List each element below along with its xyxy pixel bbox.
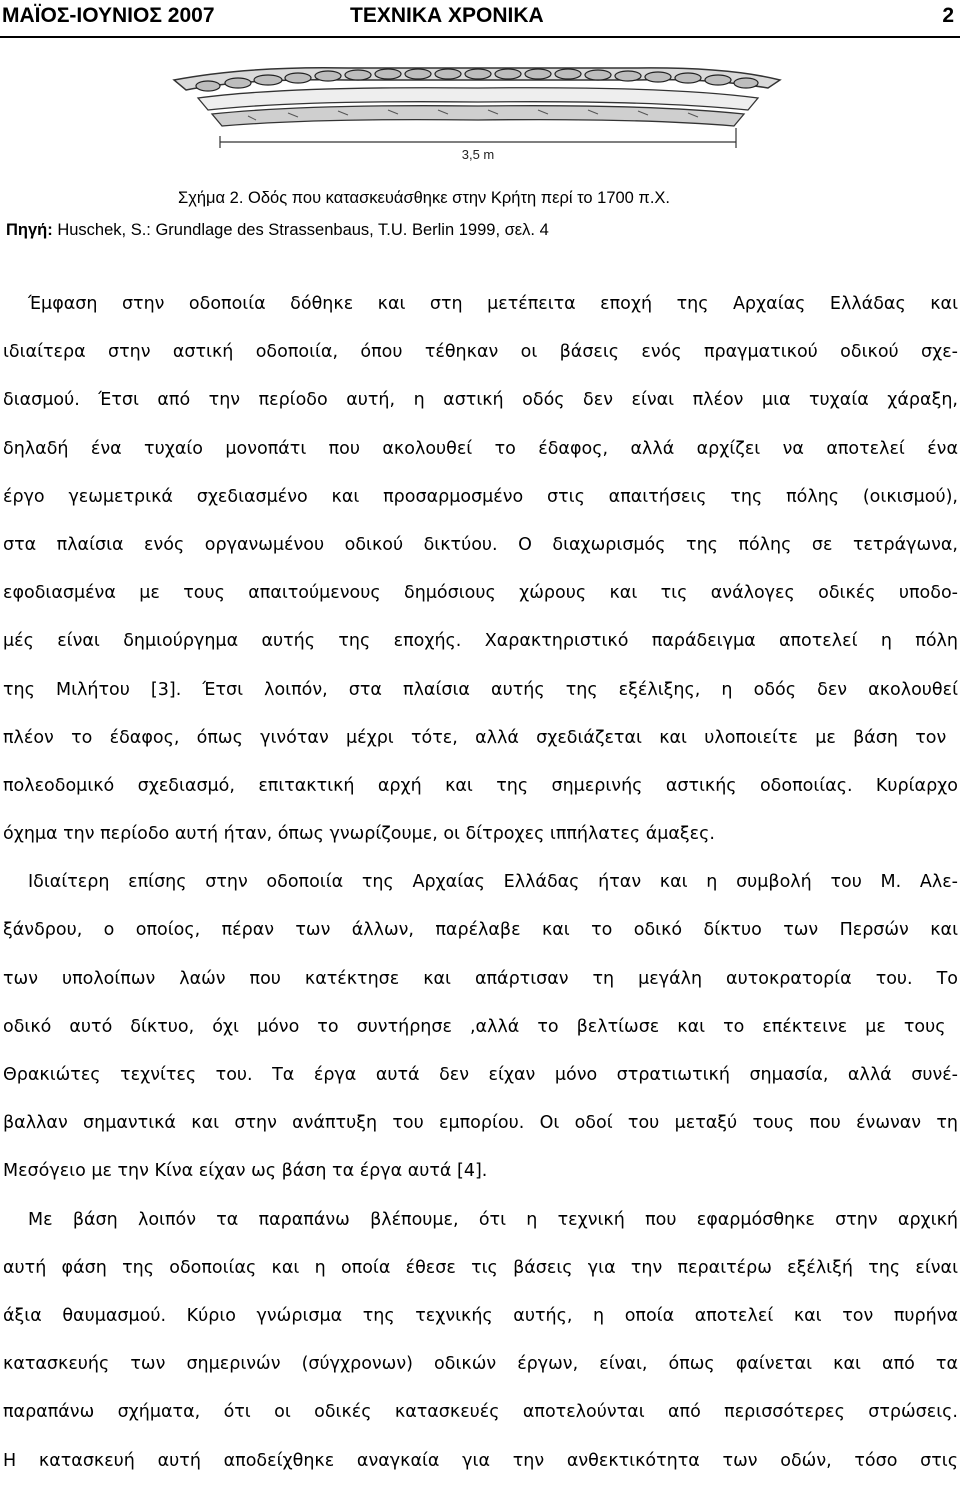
body-line: εφοδιασμένα με τους απαιτούμενους δημόσιους χώρους και τις ανάλογες οδικές υποδο- — [3, 583, 958, 604]
header-rule — [0, 36, 960, 38]
body-line: στα πλαίσια ενός οργανωμένου οδικού δικτύου. Ο διαχωρισμός της πόλης σε τετράγωνα, — [3, 534, 958, 555]
figure-caption: Σχήμα 2. Οδός που κατασκευάσθηκε στην Κρήτη περί το 1700 π.Χ. — [178, 189, 670, 207]
source-text: Huschek, S.: Grundlage des Strassenbaus, T.U. Berlin 1999, σελ. 4 — [52, 221, 549, 239]
body-line: των υπολοίπων λαών που κατέκτησε και απάρτισαν τη μεγάλη αυτοκρατορία του. Το — [3, 968, 958, 989]
body-line: Θρακιώτες τεχνίτες του. Τα έργα αυτά δεν είχαν μόνο στρατιωτική σημασία, αλλά συνέ- — [3, 1065, 958, 1085]
body-line: έργο γεωμετρικά σχεδιασμένο και προσαρμοσμένο στις απαιτήσεις της πόλης (οικισμού), — [3, 486, 958, 507]
body-line: Μεσόγειο με την Κίνα είχαν ως βάση τα έργα αυτά [4]. — [3, 1161, 488, 1182]
body-line: όχημα την περίοδο αυτή ήταν, όπως γνωρίζουμε, οι δίτροχες ιππήλατες άμαξες. — [3, 824, 715, 845]
body-line: άξια θαυμασμού. Κύριο γνώρισμα της τεχνικής αυτής, η οποία αποτελεί και τον πυρήνα — [3, 1305, 958, 1326]
body-line: παραπάνω σχήματα, ότι οι οδικές κατασκευές αποτελούνται από περισσότερες στρώσεις. — [3, 1402, 958, 1423]
body-line: κατασκευής των σημερινών (σύγχρονων) οδικών έργων, είναι, όπως φαίνεται και από τα — [3, 1354, 958, 1375]
body-line: διασμού. Έτσι από την περίοδο αυτή, η αστική οδός δεν είναι πλέον μια τυχαία χάραξη, — [3, 390, 958, 411]
body-line: Ιδιαίτερη επίσης στην οδοποιία της Αρχαίας Ελλάδας ήταν και η συμβολή του Μ. Αλε- — [28, 872, 958, 893]
body-line: αυτή φάση της οδοποιίας και η οποία έθεσε τις βάσεις για την περαιτέρω εξέλιξή της είναι — [3, 1257, 958, 1278]
page-header — [0, 0, 960, 38]
dimension-label: 3,5 m — [461, 147, 495, 162]
body-line: βαλλαν σημαντικά και στην ανάπτυξη του εμπορίου. Οι οδοί του μεταξύ τους που ένωναν τη — [3, 1113, 958, 1134]
body-line: δηλαδή ένα τυχαίο μονοπάτι που ακολουθεί το έδαφος, αλλά αρχίζει να αποτελεί ένα — [3, 438, 958, 459]
body-line: Με βάση λοιπόν τα παραπάνω βλέπουμε, ότι η τεχνική που εφαρμόσθηκε στην αρχική — [28, 1209, 958, 1230]
road-cross-section-figure — [168, 58, 788, 162]
body-line: Η κατασκευή αυτή αποδείχθηκε αναγκαία για την ανθεκτικότητα των οδών, τόσο στις — [3, 1450, 958, 1471]
article-body — [3, 280, 958, 1485]
body-line: μές είναι δημιούργημα αυτής της εποχής. Χαρακτηριστικό παράδειγμα αποτελεί η πόλη — [3, 631, 958, 652]
figure-source — [6, 221, 549, 240]
journal-title: ΤΕΧΝΙΚΑ ΧΡΟΝΙΚΑ — [350, 4, 544, 27]
issue-date: ΜΑΪΟΣ-ΙΟΥΝΙΟΣ 2007 — [2, 4, 215, 27]
body-line: πολεοδομικό σχεδιασμό, επιτακτική αρχή και της σημερινής αστικής οδοποιίας. Κυρίαρχο — [3, 775, 958, 796]
body-line: Έμφαση στην οδοποιία δόθηκε και στη μετέπειτα εποχή της Αρχαίας Ελλάδας και — [28, 294, 958, 314]
body-line: της Μιλήτου [3]. Έτσι λοιπόν, στα πλαίσια αυτής της εξέλιξης, η οδός δεν ακολουθεί — [3, 679, 958, 700]
body-line: πλέον το έδαφος, όπως γινόταν μέχρι τότε, αλλά σχεδιάζεται και υλοποιείτε με βάση τον — [3, 727, 947, 748]
body-line: ιδιαίτερα στην αστική οδοποιία, όπου τέθηκαν οι βάσεις ενός πραγματικού οδικού σχε- — [3, 342, 958, 363]
page-number: 2 — [942, 4, 954, 27]
body-line: οδικό αυτό δίκτυο, όχι μόνο το συντήρησε ,αλλά το βελτίωσε και το επέκτεινε με τους — [3, 1016, 946, 1037]
body-line: ξάνδρου, ο οποίος, πέραν των άλλων, παρέλαβε και το οδικό δίκτυο των Περσών και — [3, 920, 958, 941]
source-label: Πηγή: — [6, 221, 53, 239]
